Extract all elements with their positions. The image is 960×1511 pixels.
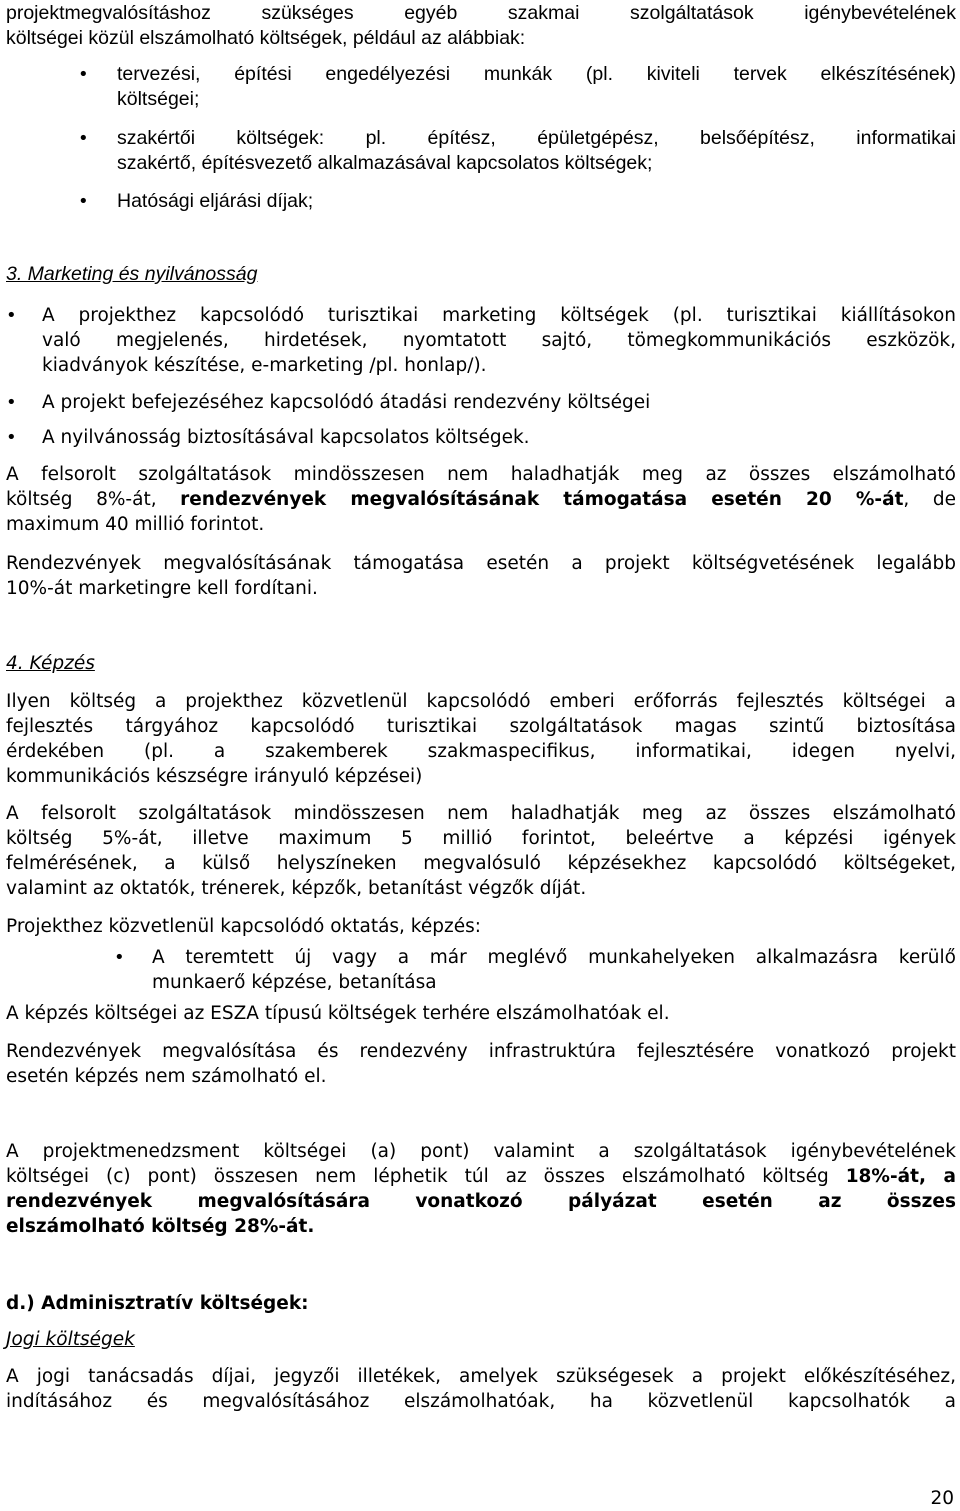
section-3-heading-text: 3. Marketing és nyilvánosság <box>6 263 258 285</box>
page-number: 20 <box>930 1488 954 1509</box>
section-4-bullet-line-1: A teremtett új vagy a már meglévő munkahelyeken alkalmazásra kerülő <box>152 947 956 968</box>
intro-bullet-3 <box>117 189 956 214</box>
intro-bullet-2-line-2: szakértő, építésvezető alkalmazásával kapcsolatos költségek; <box>117 152 653 174</box>
section-4-paragraph-1 <box>6 689 956 789</box>
section-4-para-2-line-3: felmérésének, a külső helyszíneken megvalósuló képzésekhez kapcsolódó költségeket, <box>6 853 956 874</box>
intro-bullet-1-line-2: költségei; <box>117 88 200 110</box>
section-d-paragraph <box>6 1364 956 1414</box>
section-3-para-1-line-1: A felsorolt szolgáltatások mindösszesen nem haladhatják meg az összes elszámolható <box>6 464 956 485</box>
section-3-para-1-line-2-end: , de <box>903 489 956 510</box>
section-d-para-line-2: indításához és megvalósításához elszámolhatóak, ha közvetlenül kapcsolhatók a <box>6 1391 956 1412</box>
section-3-paragraph-1 <box>6 462 956 537</box>
section-4-para-1-line-1: Ilyen költség a projekthez közvetlenül kapcsolódó emberi erőforrás fejlesztés költségei a <box>6 691 956 712</box>
summary-line-4: elszámolható költség 28%-át. <box>6 1216 315 1237</box>
section-4-para-5-line-1: Rendezvények megvalósítása és rendezvény infrastruktúra fejlesztésére vonatkozó projekt <box>6 1041 956 1062</box>
section-d-heading-text: d.) Adminisztratív költségek: <box>6 1293 309 1314</box>
section-4-paragraph-4 <box>6 1001 956 1026</box>
intro-line-2: költségei közül elszámolható költségek, például az alábbiak: <box>6 27 526 49</box>
summary-line-2-start: költségei (c) pont) összesen nem léphetik túl az összes elszámolható költség <box>6 1166 846 1187</box>
section-4-para-1-line-4: kommunikációs készségre irányuló képzései) <box>6 766 423 787</box>
section-d-subheading <box>6 1327 956 1352</box>
section-3-para-1-line-2 <box>6 487 956 512</box>
section-3-paragraph-2 <box>6 551 956 601</box>
section-4-para-3-text: Projekthez közvetlenül kapcsolódó oktatás, képzés: <box>6 916 481 937</box>
bullet-icon <box>6 303 16 328</box>
intro-line-1: projektmegvalósításhoz szükséges egyéb szakmai szolgáltatások igénybevételének <box>6 2 956 24</box>
section-4-paragraph-5 <box>6 1039 956 1089</box>
bullet-icon <box>78 62 88 87</box>
section-4-paragraph-3 <box>6 914 956 939</box>
section-3-bullet-3-line-1: A nyilvánosság biztosításával kapcsolatos költségek. <box>42 427 530 448</box>
section-3-heading <box>6 262 956 287</box>
intro-bullet-1 <box>117 62 956 112</box>
intro-paragraph <box>6 1 956 51</box>
section-d-heading <box>6 1291 956 1316</box>
section-d-subheading-text: Jogi költségek <box>6 1329 135 1350</box>
section-3-para-1-line-2-bold: rendezvények megvalósításának támogatása esetén 20 %-át <box>180 489 904 510</box>
summary-line-2-bold: 18%-át, a <box>845 1166 956 1187</box>
section-4-para-4-text: A képzés költségei az ESZA típusú költségek terhére elszámolhatóak el. <box>6 1003 670 1024</box>
section-4-para-2-line-2: költség 5%-át, illetve maximum 5 millió forintot, beleértve a képzési igények <box>6 828 956 849</box>
summary-line-1: A projektmenedzsment költségei (a) pont) valamint a szolgáltatások igénybevételének <box>6 1141 956 1162</box>
section-d-para-line-1: A jogi tanácsadás díjai, jegyzői illetékek, amelyek szükségesek a projekt előkészítéséhez, <box>6 1366 956 1387</box>
summary-line-3: rendezvények megvalósítására vonatkozó pályázat esetén az összes <box>6 1191 956 1212</box>
section-3-bullet-2 <box>42 390 956 415</box>
summary-line-2 <box>6 1164 956 1189</box>
section-3-bullet-1-line-2: való megjelenés, hirdetések, nyomtatott sajtó, tömegkommunikációs eszközök, <box>42 330 956 351</box>
section-3-para-2-line-1: Rendezvények megvalósításának támogatása esetén a projekt költségvetésének legalább <box>6 553 956 574</box>
section-4-heading-text: 4. Képzés <box>6 653 95 674</box>
section-3-para-2-line-2: 10%-át marketingre kell fordítani. <box>6 578 318 599</box>
bullet-icon <box>114 945 124 970</box>
intro-bullet-1-line-1: tervezési, építési engedélyezési munkák (pl. kiviteli tervek elkészítésének) <box>117 63 956 85</box>
bullet-icon <box>6 390 16 415</box>
bullet-icon <box>78 126 88 151</box>
section-4-bullet-line-2: munkaerő képzése, betanítása <box>152 972 437 993</box>
section-4-bullet <box>152 945 956 995</box>
section-3-para-1-line-2-start: költség 8%-át, <box>6 489 181 510</box>
section-4-para-1-line-3: érdekében (pl. a szakemberek szakmaspecifikus, informatikai, idegen nyelvi, <box>6 741 956 762</box>
bullet-icon <box>6 425 16 450</box>
section-4-para-5-line-2: esetén képzés nem számolható el. <box>6 1066 327 1087</box>
intro-bullet-2 <box>117 126 956 176</box>
intro-bullet-3-line-1: Hatósági eljárási díjak; <box>117 190 314 212</box>
section-4-para-2-line-4: valamint az oktatók, trénerek, képzők, betanítást végzők díját. <box>6 878 587 899</box>
section-4-para-2-line-1: A felsorolt szolgáltatások mindösszesen nem haladhatják meg az összes elszámolható <box>6 803 956 824</box>
section-3-para-1-line-3: maximum 40 millió forintot. <box>6 514 265 535</box>
bullet-icon <box>78 189 88 214</box>
section-4-heading <box>6 651 956 676</box>
section-4-paragraph-2 <box>6 801 956 901</box>
section-3-bullet-3 <box>42 425 956 450</box>
summary-paragraph <box>6 1139 956 1239</box>
intro-bullet-2-line-1: szakértői költségek: pl. építész, épületgépész, belsőépítész, informatikai <box>117 127 956 149</box>
section-3-bullet-1-line-1: A projekthez kapcsolódó turisztikai marketing költségek (pl. turisztikai kiállításokon <box>42 305 956 326</box>
section-3-bullet-1-line-3: kiadványok készítése, e-marketing /pl. honlap/). <box>42 355 487 376</box>
section-3-bullet-1 <box>42 303 956 378</box>
section-4-para-1-line-2: fejlesztés tárgyához kapcsolódó turisztikai szolgáltatások magas szintű biztosítása <box>6 716 956 737</box>
section-3-bullet-2-line-1: A projekt befejezéséhez kapcsolódó átadási rendezvény költségei <box>42 392 651 413</box>
